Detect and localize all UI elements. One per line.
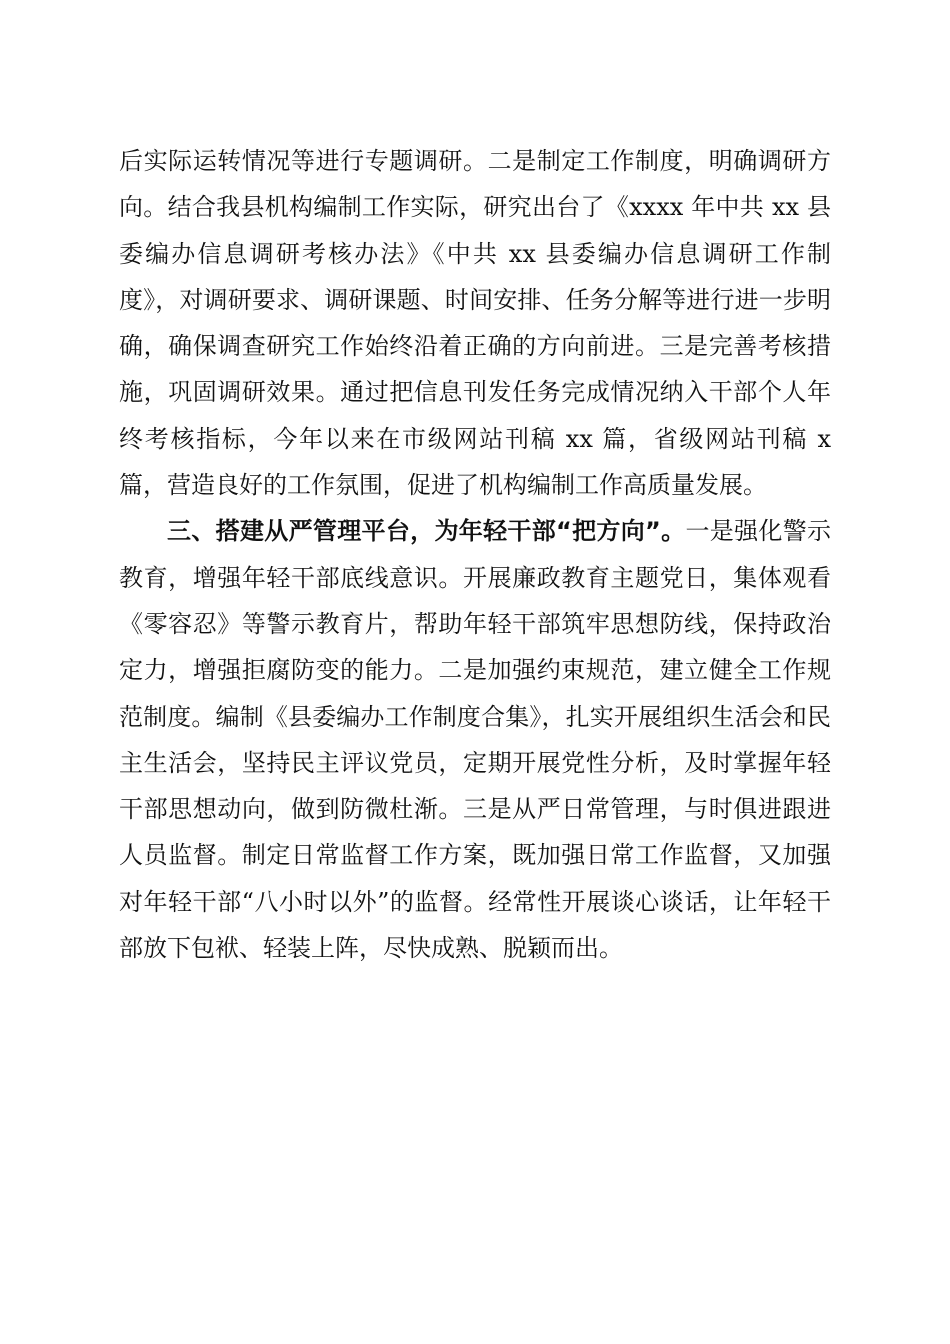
paragraph-continuation	[119, 138, 831, 508]
document-body	[119, 138, 831, 971]
section-heading: 三、搭建从严管理平台，为年轻干部“把方向”。	[167, 517, 686, 546]
paragraph-section-three	[119, 508, 831, 971]
paragraph-text: 后实际运转情况等进行专题调研。二是制定工作制度，明确调研方向。结合我县机构编制工作实际，研究出台了《xxxx 年中共 xx 县委编办信息调研考核办法》《中共 xx 县委编办信息调研工作制度》，对调研要求、调研课题、时间安排、任务分解等进行进一步明确，确保调查研究工作始终沿着正确的方向前进。三是完善考核措施，巩固调研效果。通过把信息刊发任务完成情况纳入干部个人年终考核指标，今年以来在市级网站刊稿 xx 篇，省级网站刊稿 x 篇，营造良好的工作氛围，促进了机构编制工作高质量发展。	[119, 147, 831, 500]
paragraph-text: 一是强化警示教育，增强年轻干部底线意识。开展廉政教育主题党日，集体观看《零容忍》等警示教育片，帮助年轻干部筑牢思想防线，保持政治定力，增强拒腐防变的能力。二是加强约束规范，建立健全工作规范制度。编制《县委编办工作制度合集》，扎实开展组织生活会和民主生活会，坚持民主评议党员，定期开展党性分析，及时掌握年轻干部思想动向，做到防微杜渐。三是从严日常管理，与时俱进跟进人员监督。制定日常监督工作方案，既加强日常工作监督，又加强对年轻干部“八小时以外”的监督。经常性开展谈心谈话，让年轻干部放下包袱、轻装上阵，尽快成熟、脱颖而出。	[119, 517, 832, 963]
